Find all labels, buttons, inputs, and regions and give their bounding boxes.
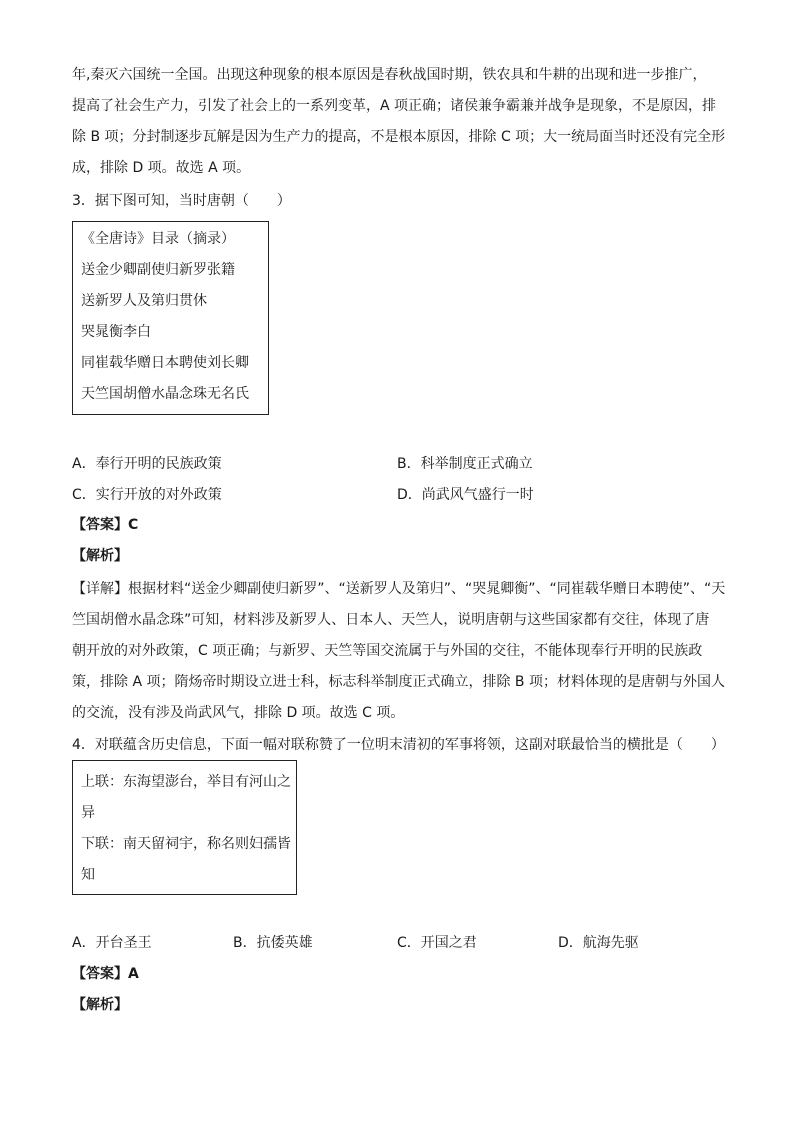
q3-detail-line: 策，排除 A 项；隋炀帝时期设立进士科，标志科举制度正式确立，排除 B 项；材料体现的是唐朝与外国人 (72, 674, 725, 690)
q3-box-line: 同崔载华赠日本聘使刘长卿 (81, 355, 249, 371)
q3-box-line: 哭晁衡李白 (81, 324, 151, 340)
q4-box-line: 异 (81, 805, 95, 821)
q3-box-line: 天竺国胡僧水晶念珠无名氏 (81, 386, 249, 402)
q3-material-box (72, 221, 269, 415)
q3-box-line: 送新罗人及第归贯休 (81, 293, 207, 309)
text-line: 除 B 项；分封制逐步瓦解是因为生产力的提高，不是根本原因，排除 C 项；大一统局面当时还没有完全形 (72, 129, 726, 145)
q3-option-d: D．尚武风气盛行一时 (397, 487, 534, 503)
question-3-stem: 3．据下图可知，当时唐朝（ ） (72, 193, 291, 209)
q4-analysis-label: 【解析】 (72, 997, 128, 1013)
q3-detail-line: 的交流，没有涉及尚武风气，排除 D 项。故选 C 项。 (72, 705, 405, 721)
q3-option-c: C．实行开放的对外政策 (72, 487, 222, 503)
q3-detail-line: 【详解】根据材料“送金少卿副使归新罗”、“送新罗人及第归”、“哭晁卿衡”、“同崔载华赠日本聘使”、“天 (72, 581, 726, 597)
q3-box-line: 送金少卿副使归新罗张籍 (81, 262, 235, 278)
q4-option-c: C．开国之君 (397, 935, 477, 951)
q3-box-line: 《全唐诗》目录（摘录） (81, 231, 235, 247)
question-4-stem: 4．对联蕴含历史信息，下面一幅对联称赞了一位明末清初的军事将领，这副对联最恰当的横批是（ ） (72, 737, 725, 753)
q3-option-b: B．科举制度正式确立 (397, 456, 533, 472)
text-line: 成，排除 D 项。故选 A 项。 (72, 160, 251, 176)
q4-option-a: A．开台圣王 (72, 935, 152, 951)
q3-detail-line: 朝开放的对外政策，C 项正确；与新罗、天竺等国交流属于与外国的交往，不能体现奉行开明的民族政 (72, 643, 703, 659)
q4-box-line: 上联：东海望澎台，举目有河山之 (81, 774, 291, 790)
q4-answer: 【答案】A (72, 966, 139, 982)
q4-option-d: D．航海先驱 (558, 935, 639, 951)
q4-option-b: B．抗倭英雄 (233, 935, 313, 951)
q3-analysis-label: 【解析】 (72, 548, 128, 564)
text-line: 提高了社会生产力，引发了社会上的一系列变革，A 项正确；诸侯兼争霸兼并战争是现象，不是原因，排 (72, 98, 717, 114)
q3-option-a: A．奉行开明的民族政策 (72, 456, 222, 472)
q4-box-line: 知 (81, 867, 95, 883)
text-line: 年,秦灭六国统一全国。出现这种现象的根本原因是春秋战国时期，铁农具和牛耕的出现和进一步推广， (72, 67, 707, 83)
q4-couplet-box (72, 760, 297, 895)
q3-answer: 【答案】C (72, 517, 139, 533)
q3-detail-line: 竺国胡僧水晶念珠”可知，材料涉及新罗人、日本人、天竺人，说明唐朝与这些国家都有交往，体现了唐 (72, 612, 710, 628)
q4-box-line: 下联：南天留祠宇，称名则妇孺皆 (81, 836, 291, 852)
